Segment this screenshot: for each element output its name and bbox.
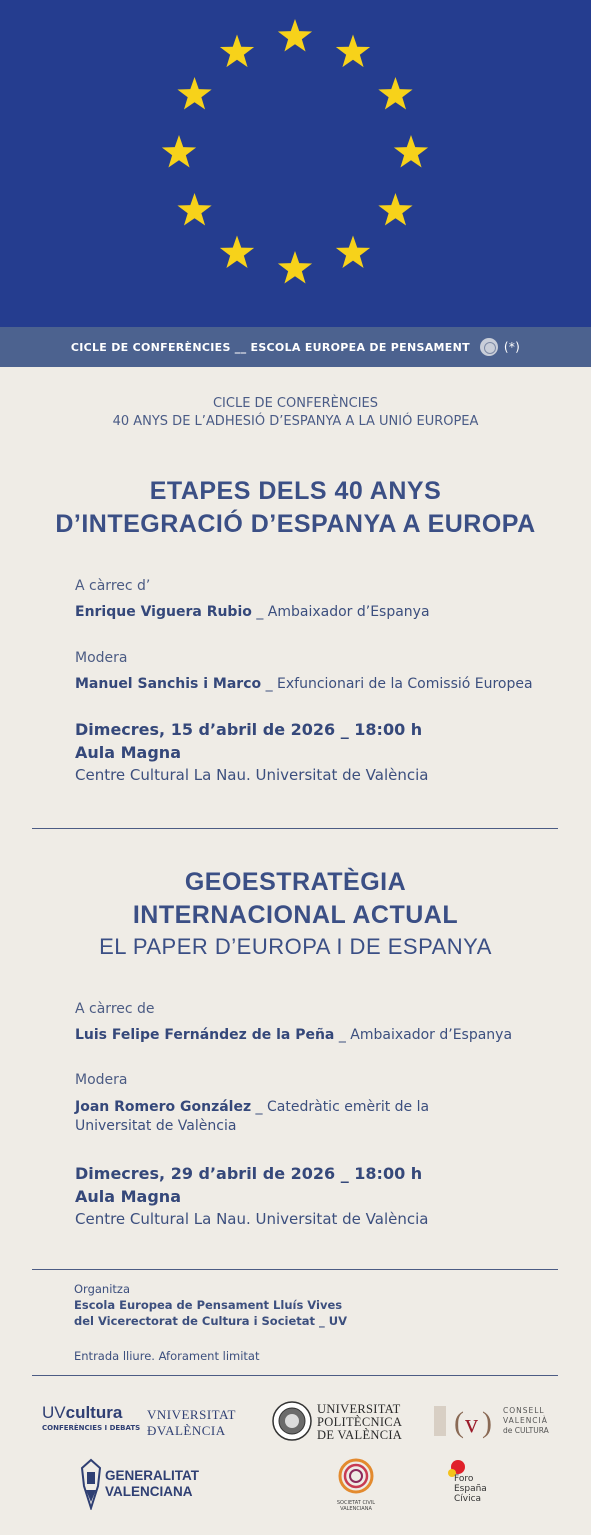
uvcultura-logo [42,1403,141,1432]
fec-line-1: Foro [454,1474,474,1484]
fec-line-3: Cívica [454,1494,482,1504]
scv-ring-icon [336,1456,376,1496]
cycle-heading [0,395,591,431]
band-suffix: (*) [503,340,521,354]
star-icon [378,77,412,110]
talk1-title-line-1: ETAPES DELS 40 ANYS [149,477,442,505]
upv-seal-icon [272,1401,312,1445]
star-icon [177,193,211,226]
talk2-title-line-2: INTERNACIONAL ACTUAL [132,901,459,929]
talk1-speaker-role: _ Ambaixador d’Espanya [251,604,430,620]
upv-line-2: POLITÈCNICA [317,1415,403,1429]
talk1-speaker [75,604,565,620]
scv-line-2: VALENCIANA [340,1506,372,1512]
organizer-block [74,1281,347,1329]
talk2-moderator-name: Joan Romero González [75,1099,252,1115]
star-icon [162,135,196,168]
star-icon [336,235,370,268]
talk1-venue: Centre Cultural La Nau. Universitat de València [75,766,429,784]
talk1-date: Dimecres, 15 d’abril de 2026 _ 18:00 h [75,720,423,739]
cycle-line-1: CICLE DE CONFERÈNCIES [212,396,378,411]
talk2-speaker [75,1027,565,1043]
star-icon [220,235,254,268]
uv-line-2: ÐVALÈNCIA [147,1423,226,1438]
talk2-title [0,866,591,932]
uvcultura-sub: CONFERÈNCIES I DEBATS [42,1424,141,1432]
cvc-line-1: CONSELL [503,1406,545,1415]
star-icon [278,251,312,284]
cvc-mark-icon [434,1402,498,1444]
gva-line-2: VALENCIANA [105,1484,193,1499]
organizer-line-2: del Vicerectorat de Cultura i Societat _ UV [74,1314,348,1328]
star-icon [278,19,312,52]
series-band [0,327,591,367]
talk1-moderator [75,676,565,692]
fec-logo [454,1474,487,1504]
talk1-title-line-2: D’INTEGRACIÓ D’ESPANYA A EUROPA [55,510,536,538]
organizer-line-1: Escola Europea de Pensament Lluís Vives [74,1298,343,1312]
talk2-speaker-role: _ Ambaixador d’Espanya [334,1027,513,1043]
talk2-moderator-label: Modera [75,1072,128,1088]
talk2-speaker-name: Luis Felipe Fernández de la Peña [75,1027,335,1043]
star-icon [220,35,254,68]
talk2-venue: Centre Cultural La Nau. Universitat de València [75,1210,429,1228]
talk1-moderator-label: Modera [75,650,128,666]
star-icon [378,193,412,226]
star-icon [394,135,428,168]
talk2-moderator [75,1098,565,1136]
upv-line-3: DE VALÈNCIA [317,1428,403,1442]
scv-logo [334,1456,378,1512]
svg-text:): ) [482,1406,492,1439]
cvc-line-3: de CULTURA [503,1426,549,1435]
divider-2 [32,1269,558,1270]
gva-emblem-icon [80,1458,102,1514]
cvc-logo [503,1406,549,1436]
talk2-subtitle: EL PAPER D’EUROPA I DE ESPANYA [99,934,492,959]
cvc-line-2: VALENCIÀ [503,1416,548,1425]
talk2-title-line-1: GEOESTRATÈGIA [184,868,407,896]
talk2-moderator-role-2: Universitat de València [75,1118,237,1134]
eu-stars [0,0,591,327]
star-icon [336,35,370,68]
svg-text:v: v [465,1409,478,1438]
divider-3 [32,1375,558,1376]
talk2-date: Dimecres, 29 d’abril de 2026 _ 18:00 h [75,1164,423,1183]
svg-text:(: ( [454,1406,464,1439]
uvcultura-word: cultura [65,1403,123,1422]
divider-1 [32,828,558,829]
uv-line-1: VNIVERSITAT [147,1407,236,1422]
seal-icon [480,338,498,356]
talk1-room: Aula Magna [75,743,181,762]
talk1-title [0,475,591,541]
star-icon [177,77,211,110]
fec-line-2: España [454,1484,487,1494]
scv-line-1: SOCIETAT CIVIL [336,1500,376,1506]
eu-flag [0,0,591,327]
cycle-line-2: 40 ANYS DE L’ADHESIÓ D’ESPANYA A LA UNIÓ EUROPEA [112,414,479,429]
gva-logo [105,1468,199,1500]
access-note: Entrada lliure. Aforament limitat [74,1349,260,1363]
talk1-speaker-label: A càrrec d’ [75,578,151,594]
organizer-label: Organitza [74,1282,131,1296]
upv-line-1: UNIVERSITAT [317,1402,401,1416]
talk2-room: Aula Magna [75,1187,181,1206]
talk2-speaker-label: A càrrec de [75,1001,155,1017]
talk1-moderator-role: _ Exfuncionari de la Comissió Europea [261,676,533,692]
talk1-moderator-name: Manuel Sanchis i Marco [75,676,262,692]
talk1-speaker-name: Enrique Viguera Rubio [75,604,252,620]
gva-line-1: GENERALITAT [105,1468,199,1483]
talk2-moderator-role: _ Catedràtic emèrit de la [251,1099,430,1115]
upv-logo [317,1403,402,1442]
band-text: CICLE DE CONFERÈNCIES __ ESCOLA EUROPEA DE PENSAMENT [70,340,470,354]
uv-logo [147,1407,247,1439]
uvcultura-uv: UV [42,1403,66,1422]
